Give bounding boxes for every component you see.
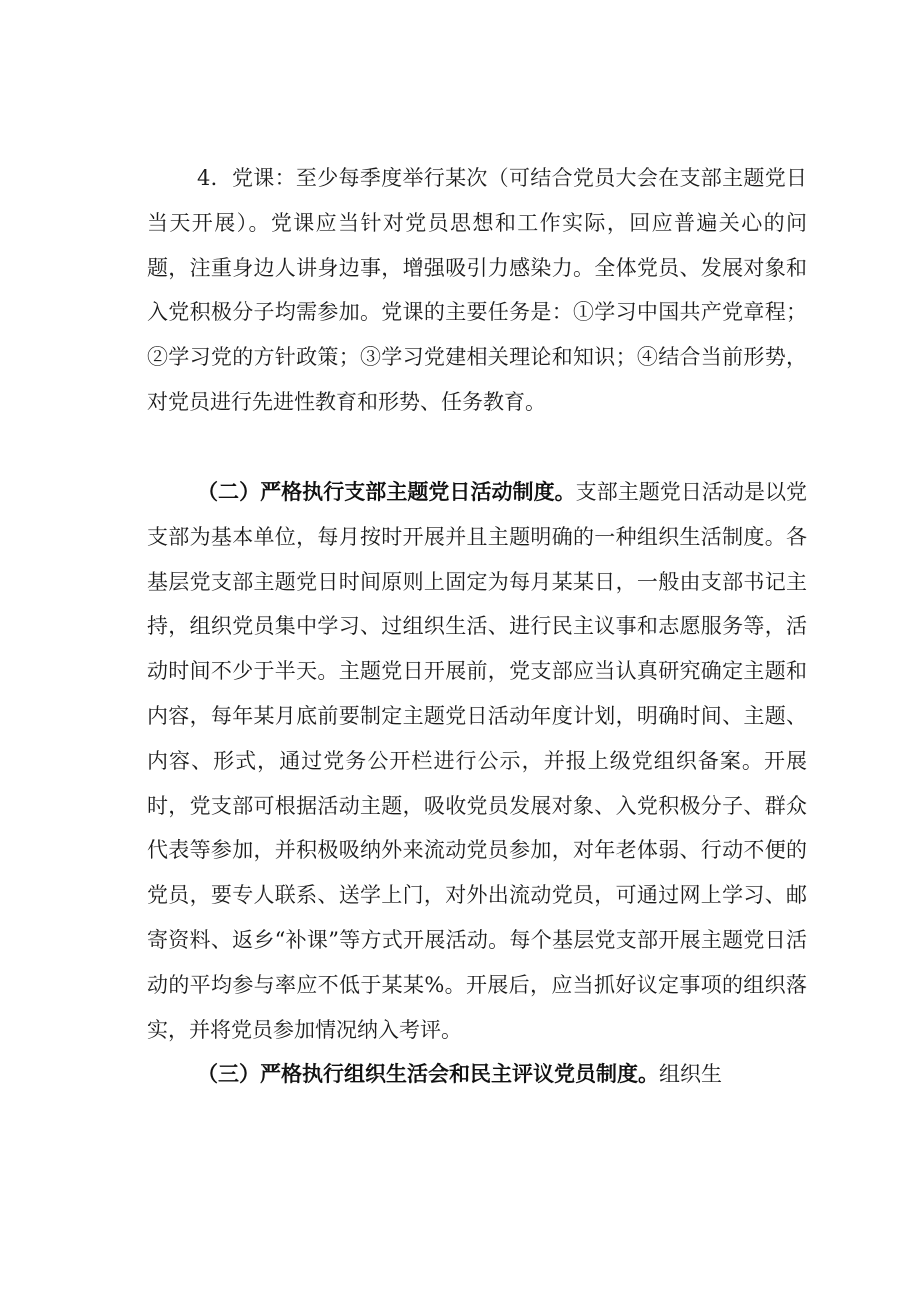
paragraph-org-life-meeting (147, 1052, 807, 1097)
paragraph-theme-party-day (147, 470, 807, 1052)
paragraph-text: 4．党课：至少每季度举行某次（可结合党员大会在支部主题党日当天开展）。党课应当针对党员思想和工作实际，回应普遍关心的问题，注重身边人讲身边事，增强吸引力感染力。全体党员、发展对象和入党积极分子均需参加。党课的主要任务是：①学习中国共产党章程；②学习党的方针政策；③学习党建相关理论和知识；④结合当前形势，对党员进行先进性教育和形势、任务教育。 (147, 166, 807, 414)
section-heading: （三）严格执行组织生活会和民主评议党员制度。 (197, 1061, 659, 1086)
section-heading: （二）严格执行支部主题党日活动制度。 (197, 479, 576, 504)
paragraph-text: 支部主题党日活动是以党支部为基本单位，每月按时开展并且主题明确的一种组织生活制度。各基层党支部主题党日时间原则上固定为每月某某日，一般由支部书记主持，组织党员集中学习、过组织生活、进行民主议事和志愿服务等，活动时间不少于半天。主题党日开展前，党支部应当认真研究确定主题和内容，每年某月底前要制定主题党日活动年度计划，明确时间、主题、内容、形式，通过党务公开栏进行公示，并报上级党组织备案。开展时，党支部可根据活动主题，吸收党员发展对象、入党积极分子、群众代表等参加，并积极吸纳外来流动党员参加，对年老体弱、行动不便的党员，要专人联系、送学上门，对外出流动党员，可通过网上学习、邮寄资料、返乡“补课”等方式开展活动。每个基层党支部开展主题党日活动的平均参与率应不低于某某%。开展后，应当抓好议定事项的组织落实，并将党员参加情况纳入考评。 (147, 480, 808, 1042)
paragraph-party-lecture (147, 156, 807, 425)
paragraph-text: 组织生 (659, 1062, 722, 1086)
